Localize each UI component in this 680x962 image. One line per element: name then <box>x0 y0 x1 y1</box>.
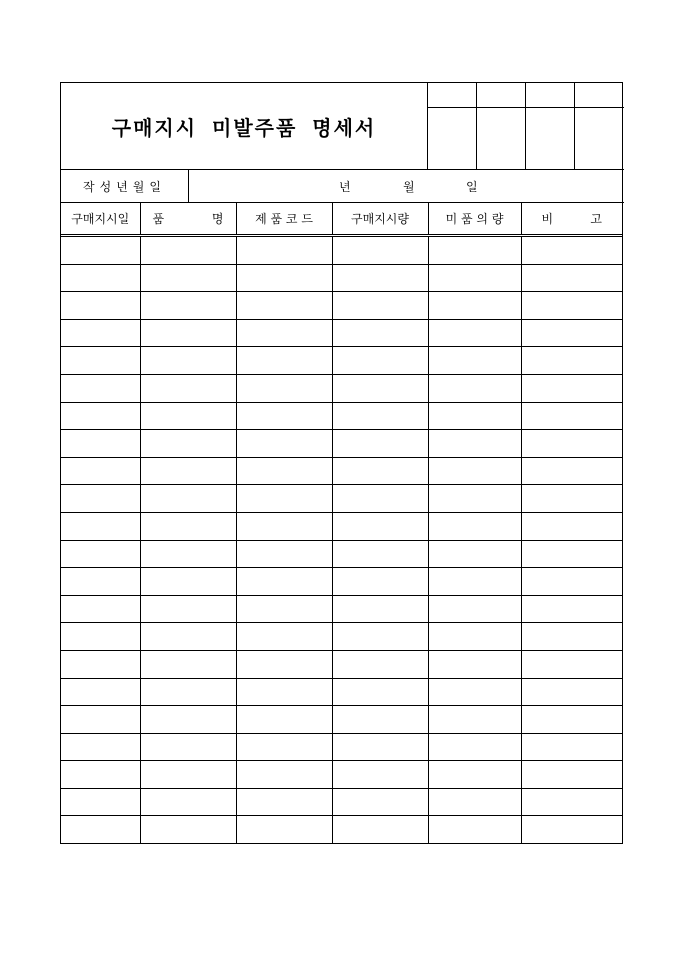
table-cell[interactable] <box>140 678 236 706</box>
table-row <box>61 236 622 265</box>
table-cell[interactable] <box>61 761 140 789</box>
table-cell[interactable] <box>236 623 332 651</box>
table-row <box>61 430 622 458</box>
header-order-date: 구매지시일 <box>61 203 140 236</box>
approval-header-cell-1 <box>428 83 477 108</box>
table-cell[interactable] <box>428 292 521 320</box>
table-cell[interactable] <box>236 347 332 375</box>
table-cell[interactable] <box>61 568 140 596</box>
approval-sign-cell-3[interactable] <box>526 108 575 169</box>
table-row <box>61 650 622 678</box>
table-cell[interactable] <box>332 512 428 540</box>
table-cell[interactable] <box>428 623 521 651</box>
table-cell[interactable] <box>61 236 140 265</box>
table-cell[interactable] <box>140 374 236 402</box>
table-cell[interactable] <box>428 816 521 843</box>
table-cell[interactable] <box>332 292 428 320</box>
table-cell[interactable] <box>236 540 332 568</box>
table-row <box>61 816 622 843</box>
table-row <box>61 761 622 789</box>
table-cell[interactable] <box>428 788 521 816</box>
table-cell[interactable] <box>428 402 521 430</box>
header-product-code: 제 품 코 드 <box>236 203 332 236</box>
table-cell[interactable] <box>428 264 521 292</box>
table-body <box>61 236 622 844</box>
table-row <box>61 319 622 347</box>
date-row <box>61 169 624 203</box>
table-cell[interactable] <box>332 788 428 816</box>
table-cell[interactable] <box>332 402 428 430</box>
table-cell[interactable] <box>521 457 622 485</box>
table-cell[interactable] <box>236 568 332 596</box>
table-cell[interactable] <box>332 374 428 402</box>
table-cell[interactable] <box>61 319 140 347</box>
table-cell[interactable] <box>521 485 622 513</box>
table-row <box>61 540 622 568</box>
approval-header-cell-2 <box>477 83 526 108</box>
table-cell[interactable] <box>236 650 332 678</box>
table-cell[interactable] <box>236 402 332 430</box>
table-row <box>61 264 622 292</box>
table-cell[interactable] <box>61 816 140 843</box>
table-cell[interactable] <box>332 568 428 596</box>
header-order-qty: 구매지시량 <box>332 203 428 236</box>
table-cell[interactable] <box>61 678 140 706</box>
table-cell[interactable] <box>332 430 428 458</box>
table-cell[interactable] <box>236 236 332 265</box>
table-cell[interactable] <box>61 402 140 430</box>
header-remarks: 비 고 <box>521 203 622 236</box>
table-cell[interactable] <box>140 512 236 540</box>
date-year-label: 년 <box>339 179 351 194</box>
table-cell[interactable] <box>521 816 622 843</box>
table-cell[interactable] <box>428 540 521 568</box>
table-cell[interactable] <box>61 788 140 816</box>
table-cell[interactable] <box>428 650 521 678</box>
table-cell[interactable] <box>61 706 140 734</box>
table-cell[interactable] <box>236 512 332 540</box>
table-cell[interactable] <box>61 292 140 320</box>
table-cell[interactable] <box>61 485 140 513</box>
table-cell[interactable] <box>332 761 428 789</box>
table-cell[interactable] <box>61 457 140 485</box>
table-cell[interactable] <box>332 264 428 292</box>
header-unordered-qty: 미 품 의 량 <box>428 203 521 236</box>
table-cell[interactable] <box>236 485 332 513</box>
table-cell[interactable] <box>332 816 428 843</box>
table-cell[interactable] <box>428 761 521 789</box>
approval-header-cell-3 <box>526 83 575 108</box>
table-cell[interactable] <box>332 319 428 347</box>
table-cell[interactable] <box>61 623 140 651</box>
table-cell[interactable] <box>332 678 428 706</box>
table-cell[interactable] <box>236 374 332 402</box>
table-cell[interactable] <box>428 236 521 265</box>
approval-sign-cell-4[interactable] <box>575 108 624 169</box>
table-cell[interactable] <box>140 264 236 292</box>
approval-sign-cell-1[interactable] <box>428 108 477 169</box>
table-cell[interactable] <box>236 264 332 292</box>
table-cell[interactable] <box>332 236 428 265</box>
table-cell[interactable] <box>332 595 428 623</box>
table-row <box>61 733 622 761</box>
table-cell[interactable] <box>140 706 236 734</box>
table-cell[interactable] <box>332 623 428 651</box>
table-cell[interactable] <box>332 733 428 761</box>
table-cell[interactable] <box>236 319 332 347</box>
table-row <box>61 402 622 430</box>
document-title: 구매지시 미발주품 명세서 <box>111 115 377 140</box>
table-cell[interactable] <box>428 568 521 596</box>
table-cell[interactable] <box>521 788 622 816</box>
table-row <box>61 512 622 540</box>
table-cell[interactable] <box>140 236 236 265</box>
title-area <box>61 83 428 169</box>
table-cell[interactable] <box>521 650 622 678</box>
table-cell[interactable] <box>521 402 622 430</box>
table-cell[interactable] <box>61 595 140 623</box>
items-table <box>61 203 622 843</box>
table-cell[interactable] <box>521 347 622 375</box>
approval-sign-cell-2[interactable] <box>477 108 526 169</box>
table-cell[interactable] <box>236 430 332 458</box>
table-cell[interactable] <box>140 733 236 761</box>
table-cell[interactable] <box>61 540 140 568</box>
table-cell[interactable] <box>521 430 622 458</box>
table-cell[interactable] <box>428 706 521 734</box>
table-cell[interactable] <box>521 540 622 568</box>
table-cell[interactable] <box>428 374 521 402</box>
table-cell[interactable] <box>61 512 140 540</box>
table-row <box>61 347 622 375</box>
table-cell[interactable] <box>236 457 332 485</box>
table-cell[interactable] <box>521 678 622 706</box>
table-row <box>61 623 622 651</box>
table-cell[interactable] <box>332 485 428 513</box>
table-row <box>61 457 622 485</box>
table-row <box>61 706 622 734</box>
table-cell[interactable] <box>140 650 236 678</box>
table-cell[interactable] <box>428 733 521 761</box>
table-cell[interactable] <box>140 292 236 320</box>
table-cell[interactable] <box>521 595 622 623</box>
table-cell[interactable] <box>236 733 332 761</box>
table-cell[interactable] <box>61 650 140 678</box>
table-cell[interactable] <box>428 678 521 706</box>
table-row <box>61 595 622 623</box>
table-row <box>61 568 622 596</box>
table-header-row <box>61 203 622 236</box>
table-cell[interactable] <box>521 374 622 402</box>
table-cell[interactable] <box>332 457 428 485</box>
table-cell[interactable] <box>140 540 236 568</box>
table-cell[interactable] <box>521 236 622 265</box>
table-cell[interactable] <box>140 485 236 513</box>
date-month-label: 월 <box>403 179 415 194</box>
date-label: 작성년월일 <box>61 170 189 202</box>
table-cell[interactable] <box>521 761 622 789</box>
approval-header-cell-4 <box>575 83 624 108</box>
table-cell[interactable] <box>428 319 521 347</box>
table-cell[interactable] <box>428 595 521 623</box>
table-cell[interactable] <box>521 568 622 596</box>
table-cell[interactable] <box>521 623 622 651</box>
table-row <box>61 374 622 402</box>
table-cell[interactable] <box>140 761 236 789</box>
table-cell[interactable] <box>521 319 622 347</box>
table-cell[interactable] <box>332 540 428 568</box>
table-cell[interactable] <box>61 374 140 402</box>
table-cell[interactable] <box>236 706 332 734</box>
table-cell[interactable] <box>140 319 236 347</box>
table-cell[interactable] <box>428 457 521 485</box>
table-cell[interactable] <box>332 706 428 734</box>
table-cell[interactable] <box>140 402 236 430</box>
table-cell[interactable] <box>140 430 236 458</box>
table-row <box>61 678 622 706</box>
table-cell[interactable] <box>236 761 332 789</box>
table-cell[interactable] <box>521 706 622 734</box>
table-cell[interactable] <box>428 430 521 458</box>
table-cell[interactable] <box>61 347 140 375</box>
table-cell[interactable] <box>428 347 521 375</box>
table-row <box>61 788 622 816</box>
table-row <box>61 485 622 513</box>
approval-box <box>428 83 624 169</box>
table-cell[interactable] <box>140 347 236 375</box>
table-cell[interactable] <box>236 678 332 706</box>
table-cell[interactable] <box>521 264 622 292</box>
table-cell[interactable] <box>521 733 622 761</box>
table-cell[interactable] <box>332 347 428 375</box>
table-cell[interactable] <box>61 733 140 761</box>
table-cell[interactable] <box>236 816 332 843</box>
table-cell[interactable] <box>236 788 332 816</box>
table-cell[interactable] <box>61 264 140 292</box>
table-cell[interactable] <box>140 457 236 485</box>
table-cell[interactable] <box>521 512 622 540</box>
table-cell[interactable] <box>140 568 236 596</box>
date-day-label: 일 <box>466 179 478 194</box>
table-cell[interactable] <box>332 650 428 678</box>
table-cell[interactable] <box>140 816 236 843</box>
table-cell[interactable] <box>236 595 332 623</box>
table-cell[interactable] <box>521 292 622 320</box>
table-row <box>61 292 622 320</box>
header-item-name: 품 명 <box>140 203 236 236</box>
table-cell[interactable] <box>140 623 236 651</box>
table-cell[interactable] <box>140 595 236 623</box>
table-cell[interactable] <box>140 788 236 816</box>
table-cell[interactable] <box>236 292 332 320</box>
table-cell[interactable] <box>428 485 521 513</box>
table-cell[interactable] <box>61 430 140 458</box>
form-sheet <box>60 82 623 844</box>
table-cell[interactable] <box>428 512 521 540</box>
